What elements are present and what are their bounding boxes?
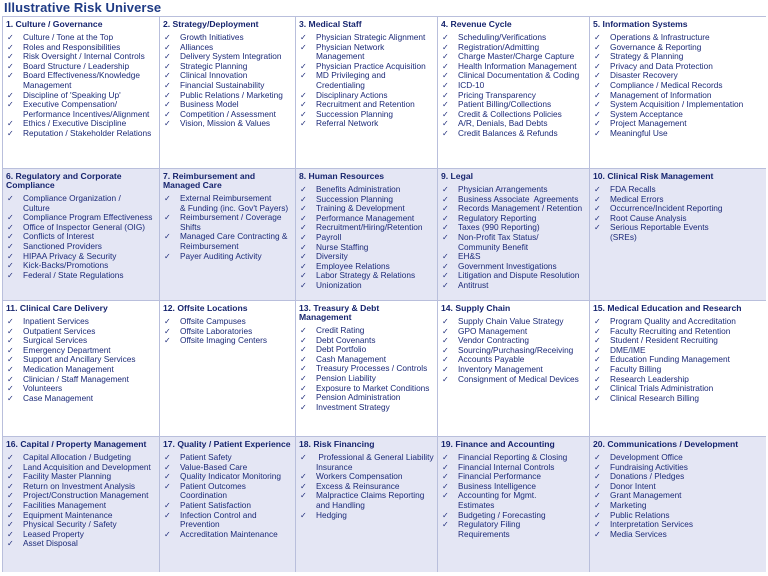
risk-item: ✓ Business Associate Agreements	[441, 195, 586, 205]
risk-item: ✓ Donor Intent	[593, 482, 763, 492]
risk-category-cell	[160, 17, 295, 168]
risk-item: ✓ Grant Management	[593, 491, 763, 501]
risk-item: ✓ Cash Management	[299, 355, 434, 365]
risk-category-heading: 2. Strategy/Deployment	[163, 19, 259, 29]
risk-item: ✓ Ethics / Executive Discipline	[6, 119, 156, 129]
risk-item-continuation: Requirements	[458, 528, 510, 539]
risk-item: ✓ Culture / Tone at the Top	[6, 33, 156, 43]
risk-item: ✓ Vendor Contracting	[441, 336, 586, 346]
risk-item: ✓ Management of Information	[593, 91, 763, 101]
risk-category-heading: 10. Clinical Risk Management	[593, 171, 714, 181]
risk-item: ✓ HIPAA Privacy & Security	[6, 252, 156, 262]
risk-item: ✓ Physician Strategic Alignment	[299, 33, 434, 43]
risk-item: ✓ Payer Auditing Activity	[163, 252, 292, 262]
risk-item: ✓ Charge Master/Charge Capture	[441, 52, 586, 62]
risk-item-continuation: Credentialing	[316, 79, 365, 90]
risk-item: ✓ Supply Chain Value Strategy	[441, 317, 586, 327]
risk-item: ✓ Serious Reportable Events	[593, 223, 763, 233]
risk-item: ✓ Alliances	[163, 43, 292, 53]
risk-category-heading: 8. Human Resources	[299, 171, 385, 181]
risk-item-list	[163, 317, 292, 346]
risk-item: ✓ Privacy and Data Protection	[593, 62, 763, 72]
risk-item: ✓ Capital Allocation / Budgeting	[6, 453, 156, 463]
risk-item: ✓ Compliance Program Effectiveness	[6, 213, 156, 223]
risk-item: ✓ Infection Control and	[163, 511, 292, 521]
risk-item: ✓ Offsite Laboratories	[163, 327, 292, 337]
risk-item: ✓ Program Quality and Accreditation	[593, 317, 763, 327]
risk-item: ✓ Recruitment/Hiring/Retention	[299, 223, 434, 233]
risk-item: ✓ Pension Liability	[299, 374, 434, 384]
risk-category-cell	[296, 437, 437, 572]
risk-category-cell	[160, 437, 295, 572]
risk-item: ✓ Regulatory Reporting	[441, 214, 586, 224]
risk-category-heading: 11. Clinical Care Delivery	[6, 303, 108, 313]
risk-item: ✓ Records Management / Retention	[441, 204, 586, 214]
risk-item-continuation: Community Benefit	[458, 241, 529, 252]
risk-item: ✓ Office of Inspector General (OIG)	[6, 223, 156, 233]
risk-item: ✓ Clinical Research Billing	[593, 394, 763, 404]
risk-item-list	[593, 185, 763, 243]
risk-category-cell	[590, 437, 766, 572]
risk-item-list	[299, 326, 434, 412]
risk-item: ✓ Strategy & Planning	[593, 52, 763, 62]
risk-item: ✓ Operations & Infrastructure	[593, 33, 763, 43]
risk-item: ✓ Root Cause Analysis	[593, 214, 763, 224]
risk-item: ✓ Reputation / Stakeholder Relations	[6, 129, 156, 139]
risk-item: ✓ Clinical Innovation	[163, 71, 292, 81]
risk-item: ✓ Patient Outcomes	[163, 482, 292, 492]
risk-item: ✓ Sanctioned Providers	[6, 242, 156, 252]
risk-item: ✓ Taxes (990 Reporting)	[441, 223, 586, 233]
risk-item: ✓ System Acquisition / Implementation	[593, 100, 763, 110]
risk-item: ✓ Roles and Responsibilities	[6, 43, 156, 53]
risk-item: ✓ Quality Indicator Monitoring	[163, 472, 292, 482]
risk-item: ✓ Diversity	[299, 252, 434, 262]
risk-item: ✓ Public Relations	[593, 511, 763, 521]
risk-item: ✓ Investment Strategy	[299, 403, 434, 413]
risk-category-heading: 16. Capital / Property Management	[6, 439, 147, 449]
risk-item: ✓ Government Investigations	[441, 262, 586, 272]
risk-item: ✓ Media Services	[593, 530, 763, 540]
risk-item: ✓ Land Acquisition and Development	[6, 463, 156, 473]
risk-item: ✓ Pension Administration	[299, 393, 434, 403]
risk-item: ✓ Pricing Transparency	[441, 91, 586, 101]
risk-category-cell	[160, 169, 295, 300]
risk-item-list	[299, 33, 434, 129]
risk-item-list	[441, 453, 586, 539]
risk-category-cell	[438, 17, 589, 168]
risk-item-continuation: and Handling	[316, 499, 365, 510]
risk-item: ✓ Financial Sustainability	[163, 81, 292, 91]
risk-item: ✓ Physician Arrangements	[441, 185, 586, 195]
risk-category-cell	[438, 301, 589, 436]
risk-item-list	[6, 317, 156, 403]
risk-category-heading: 12. Offsite Locations	[163, 303, 248, 313]
risk-item: ✓ Asset Disposal	[6, 539, 156, 549]
risk-category-heading: 6. Regulatory and Corporate Compliance	[6, 171, 122, 190]
risk-item: ✓ Benefits Administration	[299, 185, 434, 195]
risk-item: ✓ Non-Profit Tax Status/	[441, 233, 586, 243]
risk-item: ✓ Debt Portfolio	[299, 345, 434, 355]
risk-item: ✓ Physician Practice Acquisition	[299, 62, 434, 72]
risk-item: ✓ Recruitment and Retention	[299, 100, 434, 110]
risk-item: ✓ DME/IME	[593, 346, 763, 356]
risk-item: ✓ Kick-Backs/Promotions	[6, 261, 156, 271]
risk-item: ✓ Competition / Assessment	[163, 110, 292, 120]
risk-item: ✓ Scheduling/Verifications	[441, 33, 586, 43]
risk-item: ✓ Project Management	[593, 119, 763, 129]
risk-item: ✓ Excess & Reinsurance	[299, 482, 434, 492]
risk-item-continuation: Coordination	[180, 490, 228, 501]
risk-item: ✓ Budgeting / Forecasting	[441, 511, 586, 521]
risk-item: ✓ GPO Management	[441, 327, 586, 337]
risk-item-list	[163, 194, 292, 261]
risk-category-heading: 17. Quality / Patient Experience	[163, 439, 291, 449]
risk-category-cell	[590, 17, 766, 168]
risk-item: ✓ Treasury Processes / Controls	[299, 364, 434, 374]
risk-item: ✓ Leased Property	[6, 530, 156, 540]
risk-item: ✓ Financial Performance	[441, 472, 586, 482]
risk-item: ✓ Facilities Management	[6, 501, 156, 511]
risk-item: ✓ Clinical Trials Administration	[593, 384, 763, 394]
risk-item: ✓ Clinician / Staff Management	[6, 375, 156, 385]
risk-item: ✓ Compliance / Medical Records	[593, 81, 763, 91]
risk-item: ✓ Accounts Payable	[441, 355, 586, 365]
risk-category-heading: 13. Treasury & Debt Management	[299, 303, 380, 322]
risk-item: ✓ Student / Resident Recruiting	[593, 336, 763, 346]
risk-item-list	[163, 453, 292, 539]
risk-item: ✓ Patient Billing/Collections	[441, 100, 586, 110]
risk-item: ✓ Performance Management	[299, 214, 434, 224]
risk-item: ✓ Physician Network Management	[299, 43, 434, 62]
risk-item-list	[6, 453, 156, 549]
risk-category-cell	[590, 301, 766, 436]
risk-item: ✓ Marketing	[593, 501, 763, 511]
risk-item: ✓ Value-Based Care	[163, 463, 292, 473]
risk-item: ✓ Consignment of Medical Devices	[441, 375, 586, 385]
risk-item-continuation: Prevention	[180, 519, 220, 530]
risk-item: ✓ Public Relations / Marketing	[163, 91, 292, 101]
risk-item: ✓ Interpretation Services	[593, 520, 763, 530]
risk-item: ✓ Meaningful Use	[593, 129, 763, 139]
risk-category-cell	[160, 301, 295, 436]
risk-category-cell	[3, 301, 159, 436]
risk-category-heading: 3. Medical Staff	[299, 19, 362, 29]
risk-item: ✓ Clinical Documentation & Coding	[441, 71, 586, 81]
risk-item: ✓ Accreditation Maintenance	[163, 530, 292, 540]
risk-item: ✓ Malpractice Claims Reporting	[299, 491, 434, 501]
risk-item: ✓ External Reimbursement	[163, 194, 292, 204]
risk-item: ✓ Exposure to Market Conditions	[299, 384, 434, 394]
risk-item: ✓ Support and Ancillary Services	[6, 355, 156, 365]
risk-item: ✓ Equipment Maintenance	[6, 511, 156, 521]
risk-item: ✓ System Acceptance	[593, 110, 763, 120]
risk-category-heading: 5. Information Systems	[593, 19, 688, 29]
risk-item: ✓ MD Privileging and	[299, 71, 434, 81]
risk-item: ✓ ICD-10	[441, 81, 586, 91]
risk-item: ✓ Research Leadership	[593, 375, 763, 385]
risk-item-list	[441, 317, 586, 384]
risk-item: ✓ Employee Relations	[299, 262, 434, 272]
risk-item: ✓ Compliance Organization /	[6, 194, 156, 204]
risk-item: ✓ Sourcing/Purchasing/Receiving	[441, 346, 586, 356]
risk-item: ✓ Education Funding Management	[593, 355, 763, 365]
risk-item: ✓ Federal / State Regulations	[6, 271, 156, 281]
risk-item: ✓ Board Effectiveness/Knowledge	[6, 71, 156, 81]
risk-item: ✓ Referral Network	[299, 119, 434, 129]
risk-item-continuation: Management	[23, 79, 72, 90]
risk-item-list	[441, 33, 586, 139]
risk-item: ✓ Reimbursement / Coverage	[163, 213, 292, 223]
risk-item: ✓ Emergency Department	[6, 346, 156, 356]
risk-item: ✓ Unionization	[299, 281, 434, 291]
risk-item: ✓ EH&S	[441, 252, 586, 262]
risk-item-continuation: Performance Incentives/Alignment	[23, 108, 150, 119]
risk-category-cell	[438, 169, 589, 300]
risk-item-continuation: Shifts	[180, 221, 201, 232]
risk-item: ✓ Credit Rating	[299, 326, 434, 336]
risk-item: ✓ Faculty Recruiting and Retention	[593, 327, 763, 337]
risk-item-continuation: (SREs)	[610, 231, 637, 242]
risk-category-heading: 20. Communications / Development	[593, 439, 739, 449]
risk-item: ✓ Financial Reporting & Closing	[441, 453, 586, 463]
risk-item: ✓ Board Structure / Leadership	[6, 62, 156, 72]
risk-item: ✓ Nurse Staffing	[299, 243, 434, 253]
risk-item: ✓ FDA Recalls	[593, 185, 763, 195]
risk-category-cell	[3, 437, 159, 572]
risk-category-cell	[438, 437, 589, 572]
risk-item: ✓ A/R, Denials, Bad Debts	[441, 119, 586, 129]
risk-item: ✓ Growth Initiatives	[163, 33, 292, 43]
risk-item: ✓ Development Office	[593, 453, 763, 463]
risk-item-continuation: Insurance	[316, 461, 353, 472]
risk-item-list	[6, 33, 156, 139]
risk-item: ✓ Business Model	[163, 100, 292, 110]
risk-category-heading: 19. Finance and Accounting	[441, 439, 555, 449]
risk-item: ✓ Offsite Imaging Centers	[163, 336, 292, 346]
risk-item: ✓ Professional & General Liability	[299, 453, 434, 463]
risk-item: ✓ Managed Care Contracting &	[163, 232, 292, 242]
risk-item: ✓ Discipline of 'Speaking Up'	[6, 91, 156, 101]
risk-item-list	[593, 317, 763, 403]
risk-category-heading: 7. Reimbursement and Managed Care	[163, 171, 256, 190]
risk-item-continuation: & Funding (inc. Gov't Payers)	[180, 202, 289, 213]
risk-category-cell	[3, 17, 159, 168]
risk-category-heading: 1. Culture / Governance	[6, 19, 103, 29]
risk-item: ✓ Litigation and Dispute Resolution	[441, 271, 586, 281]
risk-item: ✓ Succession Planning	[299, 195, 434, 205]
risk-item: ✓ Strategic Planning	[163, 62, 292, 72]
risk-item-list	[299, 453, 434, 520]
risk-category-cell	[296, 301, 437, 436]
risk-category-heading: 4. Revenue Cycle	[441, 19, 512, 29]
risk-item: ✓ Credit Balances & Refunds	[441, 129, 586, 139]
risk-item: ✓ Credit & Collections Policies	[441, 110, 586, 120]
risk-category-heading: 9. Legal	[441, 171, 473, 181]
risk-item: ✓ Payroll	[299, 233, 434, 243]
risk-category-heading: 18. Risk Financing	[299, 439, 375, 449]
risk-item: ✓ Accounting for Mgmt.	[441, 491, 586, 501]
risk-item-continuation: Reimbursement	[180, 240, 239, 251]
risk-item-list	[593, 453, 763, 539]
risk-item: ✓ Governance & Reporting	[593, 43, 763, 53]
risk-item: ✓ Faculty Billing	[593, 365, 763, 375]
risk-item: ✓ Case Management	[6, 394, 156, 404]
risk-item: ✓ Disciplinary Actions	[299, 91, 434, 101]
risk-item: ✓ Facility Master Planning	[6, 472, 156, 482]
risk-universe-grid	[2, 16, 766, 572]
risk-item: ✓ Antitrust	[441, 281, 586, 291]
risk-item: ✓ Occurrence/Incident Reporting	[593, 204, 763, 214]
risk-item-list	[299, 185, 434, 291]
risk-item: ✓ Succession Planning	[299, 110, 434, 120]
risk-item-list	[6, 194, 156, 280]
risk-item: ✓ Donations / Pledges	[593, 472, 763, 482]
risk-item: ✓ Patient Safety	[163, 453, 292, 463]
risk-item: ✓ Registration/Admitting	[441, 43, 586, 53]
risk-item: ✓ Outpatient Services	[6, 327, 156, 337]
risk-item-list	[593, 33, 763, 139]
risk-item: ✓ Regulatory Filing	[441, 520, 586, 530]
risk-item: ✓ Medical Errors	[593, 195, 763, 205]
risk-item: ✓ Inventory Management	[441, 365, 586, 375]
risk-category-cell	[296, 17, 437, 168]
risk-item: ✓ Fundraising Activities	[593, 463, 763, 473]
risk-item: ✓ Conflicts of Interest	[6, 232, 156, 242]
risk-item: ✓ Physical Security / Safety	[6, 520, 156, 530]
risk-category-cell	[590, 169, 766, 300]
risk-item-continuation: Culture	[23, 202, 50, 213]
risk-category-cell	[3, 169, 159, 300]
risk-item: ✓ Financial Internal Controls	[441, 463, 586, 473]
risk-item-continuation: Estimates	[458, 499, 495, 510]
risk-item: ✓ Patient Satisfaction	[163, 501, 292, 511]
risk-item: ✓ Surgical Services	[6, 336, 156, 346]
risk-item: ✓ Inpatient Services	[6, 317, 156, 327]
risk-item: ✓ Risk Oversight / Internal Controls	[6, 52, 156, 62]
risk-item: ✓ Labor Strategy & Relations	[299, 271, 434, 281]
risk-item: ✓ Project/Construction Management	[6, 491, 156, 501]
risk-item: ✓ Health Information Management	[441, 62, 586, 72]
risk-item: ✓ Vision, Mission & Values	[163, 119, 292, 129]
risk-item-list	[163, 33, 292, 129]
risk-category-heading: 14. Supply Chain	[441, 303, 511, 313]
risk-item: ✓ Disaster Recovery	[593, 71, 763, 81]
risk-item: ✓ Debt Covenants	[299, 336, 434, 346]
risk-item: ✓ Workers Compensation	[299, 472, 434, 482]
risk-category-cell	[296, 169, 437, 300]
risk-item: ✓ Executive Compensation/	[6, 100, 156, 110]
risk-item: ✓ Volunteers	[6, 384, 156, 394]
risk-category-heading: 15. Medical Education and Research	[593, 303, 742, 313]
risk-item: ✓ Hedging	[299, 511, 434, 521]
risk-item: ✓ Medication Management	[6, 365, 156, 375]
risk-item: ✓ Business Intelligence	[441, 482, 586, 492]
page-title: Illustrative Risk Universe	[4, 0, 162, 15]
risk-item: ✓ Return on Investment Analysis	[6, 482, 156, 492]
risk-item: ✓ Delivery System Integration	[163, 52, 292, 62]
risk-item: ✓ Offsite Campuses	[163, 317, 292, 327]
risk-item: ✓ Training & Development	[299, 204, 434, 214]
risk-item-list	[441, 185, 586, 291]
